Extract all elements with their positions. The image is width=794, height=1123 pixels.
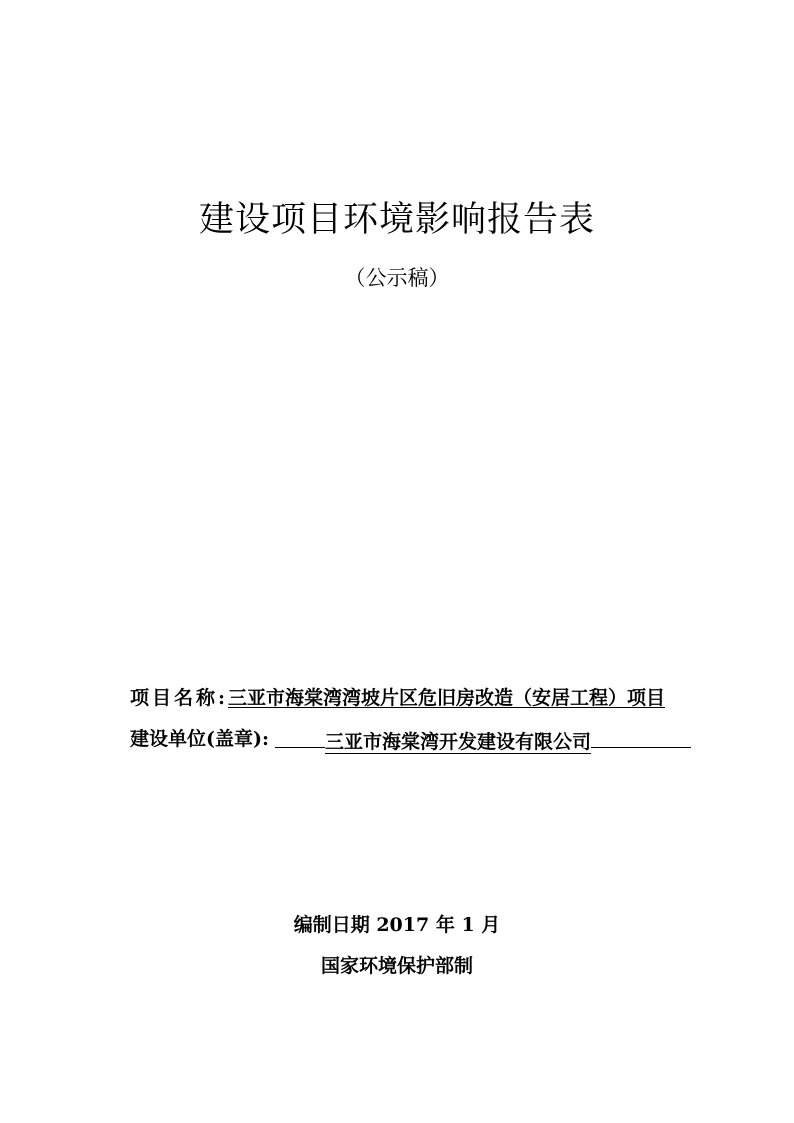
- issuer-line: 国家环境保护部制: [320, 955, 473, 977]
- project-name-row: [130, 683, 665, 710]
- document-title: 建设项目环境影响报告表: [198, 200, 595, 240]
- builder-label: 建设单位(盖章):: [130, 728, 269, 750]
- underline-blank-right: [591, 729, 691, 748]
- document-subtitle: （公示稿）: [344, 266, 450, 290]
- underline-blank-left: [275, 729, 325, 748]
- builder-name-value: 三亚市海棠湾开发建设有限公司: [325, 731, 592, 753]
- project-name-label: 项目名称:: [130, 687, 229, 709]
- project-name-value: 三亚市海棠湾湾坡片区危旧房改造（安居工程）项目: [228, 687, 666, 709]
- compile-date: 编制日期 2017 年 1 月: [293, 914, 501, 936]
- builder-row: [130, 724, 691, 754]
